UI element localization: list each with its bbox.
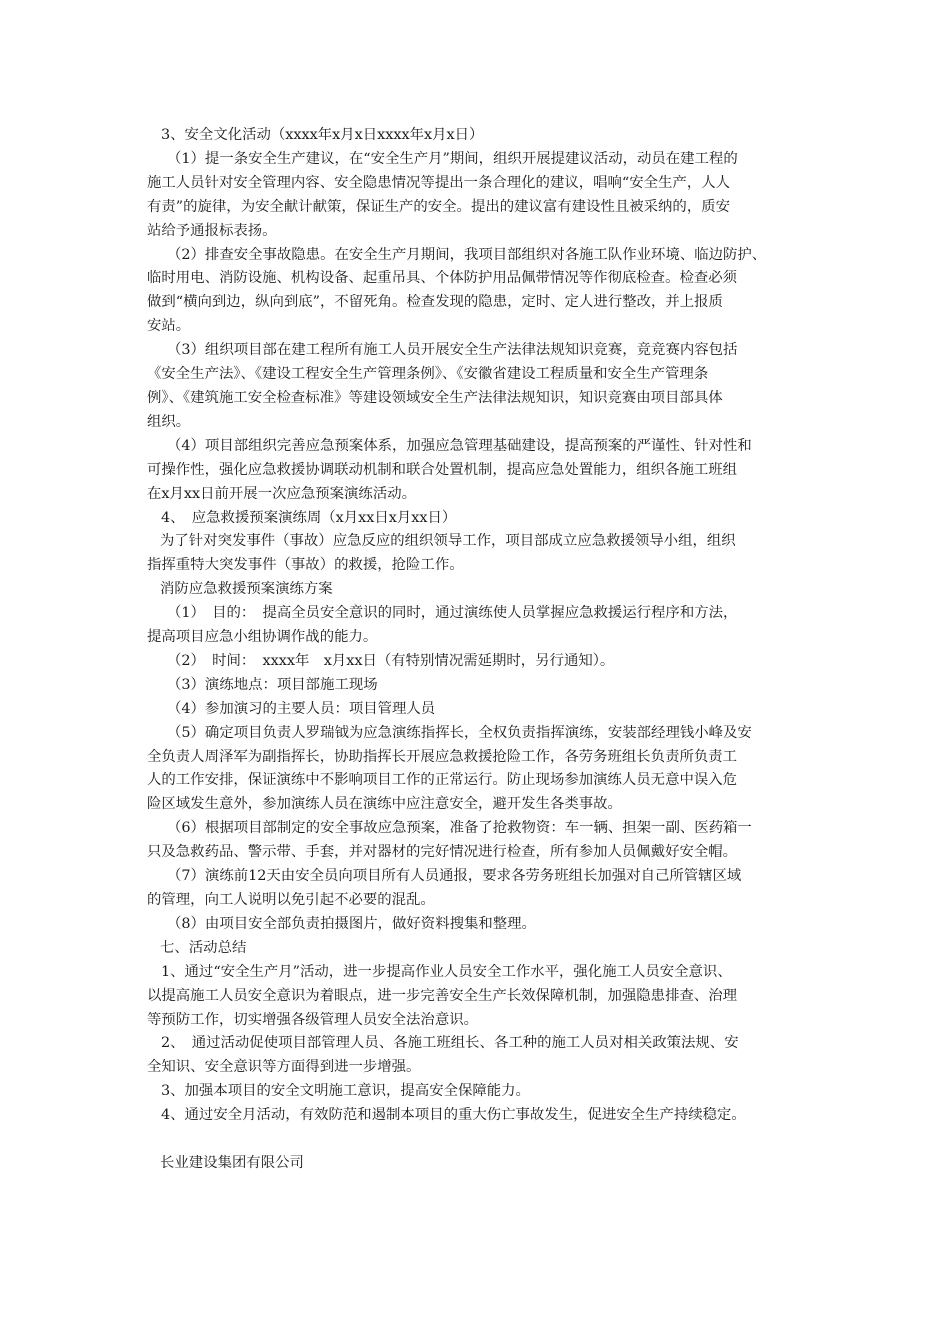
- text-line: 1、通过“安全生产月”活动，进一步提高作业人员安全工作水平，强化施工人员安全意识、: [161, 963, 732, 980]
- text-line: （8）由项目安全部负责拍摄图片，做好资料搜集和整理。: [167, 915, 536, 932]
- text-line: 全负责人周泽军为副指挥长，协助指挥长开展应急救援抢险工作，各劳务班组长负责所负责工: [147, 748, 738, 765]
- text-line: （2）排查安全事故隐患。在安全生产月期间，我项目部组织对各施工队作业环境、临边防护、: [167, 246, 767, 263]
- text-line: 例》、《建筑施工安全检查标准》等建设领域安全生产法律法规知识，知识竞赛由项目部具体: [147, 389, 723, 406]
- text-line: （4）项目部组织完善应急预案体系，加强应急管理基础建设，提高预案的严谨性、针对性和: [167, 437, 752, 454]
- text-line: （3）演练地点：项目部施工现场: [167, 676, 378, 693]
- document-body: [147, 124, 819, 1176]
- text-line: 险区域发生意外，参加演练人员在演练中应注意安全，避开发生各类事故。: [147, 796, 622, 813]
- text-line: 可操作性，强化应急救援协调联动机制和联合处置机制，提高应急处置能力，组织各施工班组: [147, 461, 738, 478]
- text-line: 指挥重特大突发事件（事故）的救援，抢险工作。: [147, 557, 464, 574]
- text-line: 2、 通过活动促使项目部管理人员、各施工班组长、各工种的施工人员对相关政策法规、安: [161, 1035, 739, 1052]
- text-line: 安站。: [147, 318, 191, 335]
- text-line: 为了针对突发事件（事故）应急反应的组织领导工作，项目部成立应急救援领导小组，组织: [160, 533, 736, 550]
- text-line: 《安全生产法》、《建设工程安全生产管理条例》、《安徽省建设工程质量和安全生产管理条: [147, 366, 709, 383]
- text-line: （7）演练前12天由安全员向项目所有人员通报，要求各劳务班组长加强对自己所管辖区域: [167, 868, 742, 885]
- text-line: 人的工作安排，保证演练中不影响项目工作的正常运行。防止现场参加演练人员无意中误入危: [147, 772, 738, 789]
- text-line: 七、活动总结: [160, 939, 247, 956]
- text-line: 有责”的旋律，为安全献计献策，保证生产的安全。提出的建议富有建设性且被采纳的，质安: [147, 198, 730, 215]
- text-line: 组织。: [147, 413, 191, 430]
- text-line: 消防应急救援预案演练方案: [160, 581, 333, 598]
- text-line: 3、加强本项目的安全文明施工意识，提高安全保障能力。: [161, 1083, 530, 1100]
- text-line: 的管理，向工人说明以免引起不必要的混乱。: [147, 892, 435, 908]
- text-line: 3、安全文化活动（xxxx年x月x日xxxx年x月x日）: [161, 127, 484, 143]
- text-line: 提高项目应急小组协调作战的能力。: [147, 629, 378, 646]
- text-line: （5）确定项目负责人罗瑞钺为应急演练指挥长，全权负责指挥演练，安装部经理钱小峰及安: [167, 724, 752, 741]
- text-line: 4、通过安全月活动，有效防范和遏制本项目的重大伤亡事故发生，促进安全生产持续稳定。: [161, 1107, 746, 1124]
- text-line: 等预防工作，切实增强各级管理人员安全法治意识。: [147, 1011, 478, 1028]
- blank-line: [147, 1128, 819, 1152]
- text-line: （4）参加演习的主要人员：项目管理人员: [167, 700, 436, 717]
- text-line: （6）根据项目部制定的安全事故应急预案，准备了抢救物资：车一辆、担架一副、医药箱一: [167, 820, 752, 837]
- text-line: 站给予通报标表扬。: [147, 222, 277, 239]
- text-line: （1） 目的： 提高全员安全意识的同时，通过演练使人员掌握应急救援运行程序和方法，: [167, 605, 738, 622]
- text-line: （3）组织项目部在建工程所有施工人员开展安全生产法律法规知识竞赛，竞竞赛内容包括: [167, 342, 738, 359]
- text-line: 临时用电、消防设施、机构设备、起重吊具、个体防护用品佩带情况等作彻底检查。检查必须: [147, 270, 738, 287]
- text-line: 以提高施工人员安全意识为着眼点，进一步完善安全生产长效保障机制，加强隐患排查、治理: [147, 987, 738, 1004]
- text-line: 施工人员针对安全管理内容、安全隐患情况等提出一条合理化的建议，唱响“安全生产，人人: [147, 174, 730, 191]
- text-line: 做到“横向到边，纵向到底”，不留死角。检查发现的隐患，定时、定人进行整改，并上报质: [147, 294, 723, 311]
- text-line: （1）提一条安全生产建议，在“安全生产月”期间，组织开展提建议活动，动员在建工程的: [167, 150, 738, 167]
- company-signature: 长业建设集团有限公司: [160, 1154, 304, 1171]
- text-line: 全知识、安全意识等方面得到进一步增强。: [147, 1059, 421, 1076]
- text-line: 只及急救药品、警示带、手套，并对器材的完好情况进行检查，所有参加人员佩戴好安全帽。: [147, 844, 738, 861]
- text-line: 4、 应急救援预案演练周（x月xx日x月xx日）: [161, 509, 457, 526]
- document-paragraphs: [147, 124, 819, 1128]
- text-line: （2） 时间： xxxx年 x月xx日（有特别情况需延期时，另行通知）。: [167, 652, 615, 669]
- text-line: 在x月xx日前开展一次应急预案演练活动。: [147, 485, 416, 502]
